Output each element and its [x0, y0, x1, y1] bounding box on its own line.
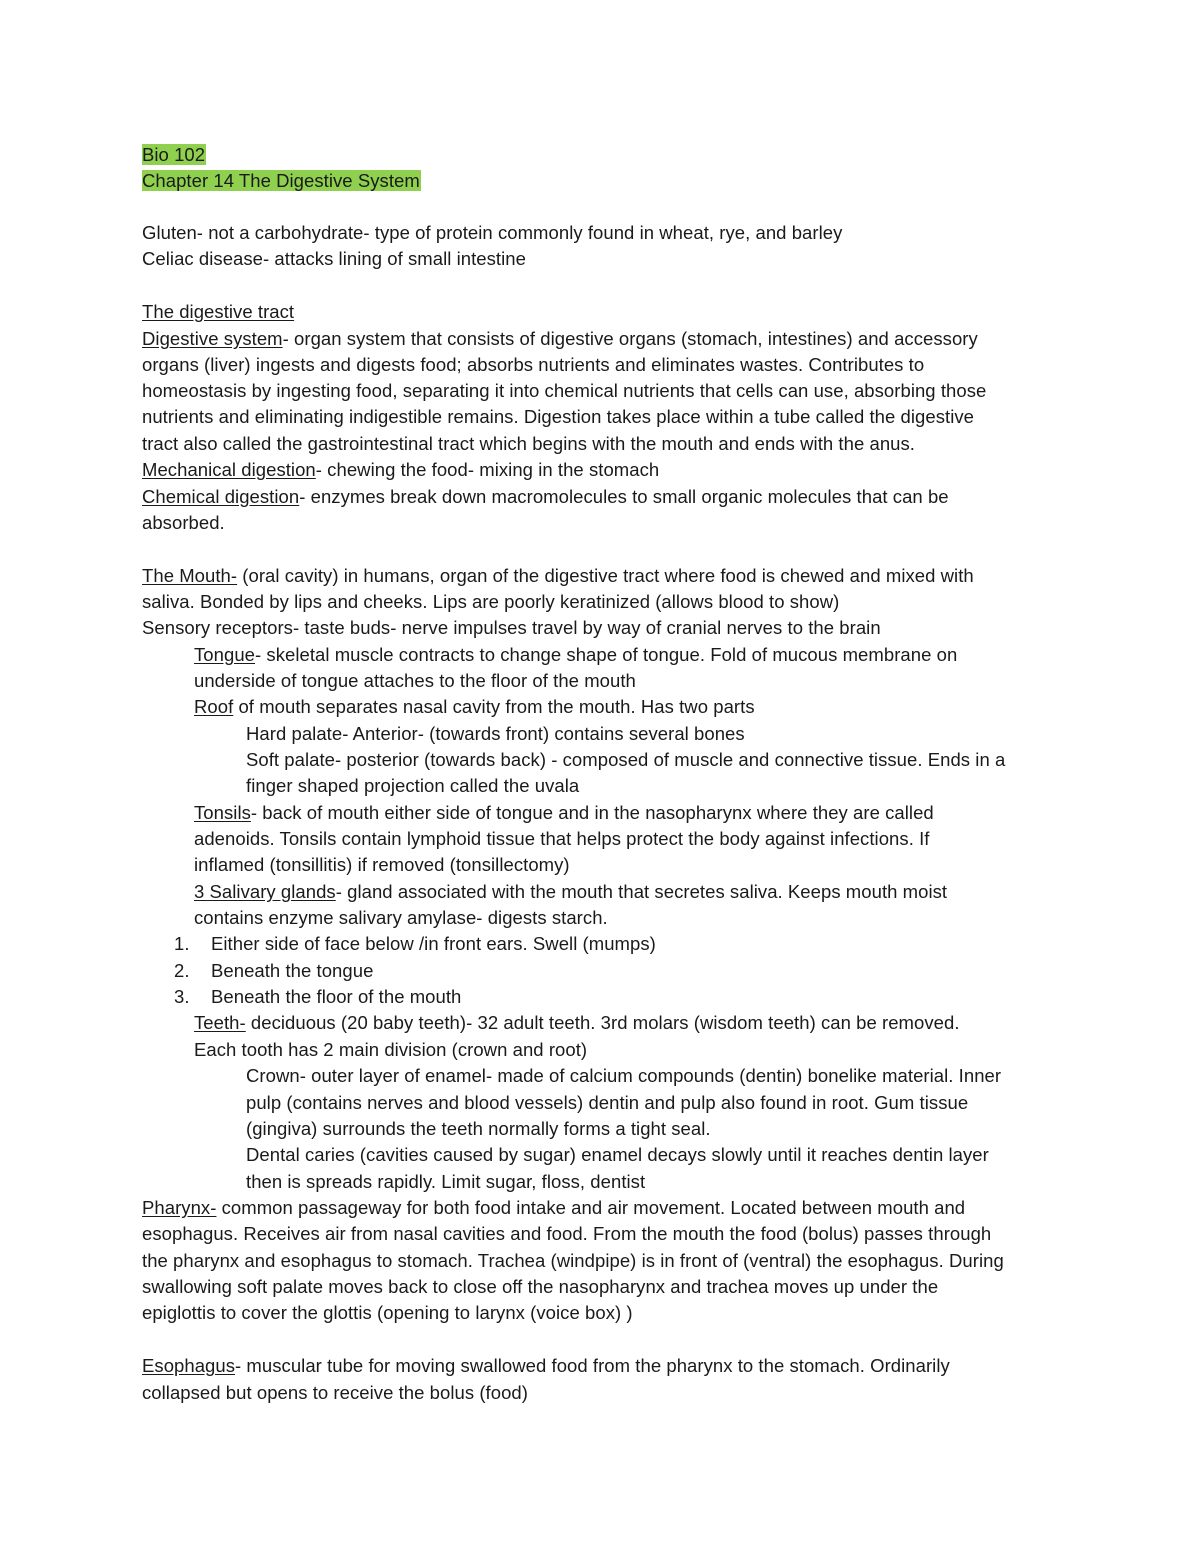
line-text: Crown- outer layer of enamel- made of calcium compounds (dentin) bonelike material. Inner [246, 1065, 1002, 1086]
line-text: collapsed but opens to receive the bolus (food) [142, 1382, 528, 1403]
text-line [246, 1116, 711, 1142]
list-number: 1. [174, 933, 190, 954]
course-title: Bio 102 [142, 144, 206, 165]
line-text: organs (liver) ingests and digests food; absorbs nutrients and eliminates wastes. Contributes to [142, 354, 925, 375]
text-line [142, 1300, 633, 1326]
line-text: nutrients and eliminating indigestible remains. Digestion takes place within a tube called the digestive [142, 406, 975, 427]
term-heading: Pharynx- [142, 1197, 217, 1218]
text-line [194, 800, 934, 826]
line-text: finger shaped projection called the uvala [246, 775, 580, 796]
term-heading: 3 Salivary glands [194, 881, 336, 902]
text-line [142, 1221, 991, 1247]
line-text: then is spreads rapidly. Limit sugar, floss, dentist [246, 1171, 646, 1192]
text-line [142, 1248, 1004, 1274]
line-text: contains enzyme salivary amylase- digests starch. [194, 907, 608, 928]
text-line [142, 378, 986, 404]
text-line [142, 299, 294, 325]
text-line [142, 615, 881, 641]
text-line [194, 826, 929, 852]
term-heading: The Mouth- [142, 565, 238, 586]
line-text: (gingiva) surrounds the teeth normally forms a tight seal. [246, 1118, 711, 1139]
text-line [194, 879, 947, 905]
line-text: Each tooth has 2 main division (crown and root) [194, 1039, 588, 1060]
line-text: saliva. Bonded by lips and cheeks. Lips are poorly keratinized (allows blood to show) [142, 591, 840, 612]
term-heading: Mechanical digestion [142, 459, 316, 480]
text-line [142, 457, 659, 483]
line-text: - back of mouth either side of tongue and in the nasopharynx where they are called [250, 802, 934, 823]
term-heading: Teeth- [194, 1012, 246, 1033]
text-line [142, 220, 842, 246]
text-line [194, 1010, 960, 1036]
text-line [246, 1090, 968, 1116]
text-line [246, 721, 745, 747]
line-text: absorbed. [142, 512, 225, 533]
text-line [142, 404, 974, 430]
line-text: - organ system that consists of digestive organs (stomach, intestines) and accessory [282, 328, 978, 349]
text-line [142, 563, 974, 589]
list-item-text: Beneath the tongue [211, 960, 374, 981]
term-heading: Tongue [194, 644, 255, 665]
line-text: Celiac disease- attacks lining of small intestine [142, 248, 526, 269]
line-text: homeostasis by ingesting food, separating it into chemical nutrients that cells can use, absorbing those [142, 380, 987, 401]
text-line [142, 1195, 965, 1221]
text-line [142, 589, 839, 615]
term-heading: Roof [194, 696, 234, 717]
line-text: common passageway for both food intake and air movement. Located between mouth and [216, 1197, 966, 1218]
chapter-title: Chapter 14 The Digestive System [142, 170, 420, 191]
line-text: Dental caries (cavities caused by sugar) enamel decays slowly until it reaches dentin layer [246, 1144, 989, 1165]
line-text: - gland associated with the mouth that secretes saliva. Keeps mouth moist [335, 881, 948, 902]
line-text: Sensory receptors- taste buds- nerve impulses travel by way of cranial nerves to the brain [142, 617, 881, 638]
line-text: adenoids. Tonsils contain lymphoid tissue that helps protect the body against infections. If [194, 828, 930, 849]
list-item-text: Beneath the floor of the mouth [211, 986, 462, 1007]
term-heading: Digestive system [142, 328, 283, 349]
list-item [174, 958, 373, 984]
text-line [246, 747, 1005, 773]
line-text: pulp (contains nerves and blood vessels) dentin and pulp also found in root. Gum tissue [246, 1092, 969, 1113]
text-line [142, 1353, 950, 1379]
list-number: 3. [174, 986, 190, 1007]
line-text: - muscular tube for moving swallowed food from the pharynx to the stomach. Ordinarily [235, 1355, 950, 1376]
text-line [142, 246, 526, 272]
text-line [142, 1274, 938, 1300]
line-text: underside of tongue attaches to the floor of the mouth [194, 670, 636, 691]
line-text: of mouth separates nasal cavity from the mouth. Has two parts [233, 696, 755, 717]
line-text: - skeletal muscle contracts to change shape of tongue. Fold of mucous membrane on [255, 644, 958, 665]
line-text: inflamed (tonsillitis) if removed (tonsillectomy) [194, 854, 570, 875]
text-line [194, 642, 957, 668]
text-line [246, 1063, 1001, 1089]
term-heading: Esophagus [142, 1355, 236, 1376]
list-item-text: Either side of face below /in front ears. Swell (mumps) [211, 933, 656, 954]
text-line [194, 852, 570, 878]
text-line [142, 352, 924, 378]
text-line [142, 1380, 528, 1406]
text-line [142, 484, 949, 510]
text-line [246, 773, 579, 799]
line-text: tract also called the gastrointestinal tract which begins with the mouth and ends with the anus. [142, 433, 915, 454]
text-line [142, 326, 978, 352]
list-number: 2. [174, 960, 190, 981]
term-heading: The digestive tract [142, 301, 295, 322]
text-line [246, 1142, 989, 1168]
text-line [194, 694, 755, 720]
line-text: Soft palate- posterior (towards back) - composed of muscle and connective tissue. Ends in a [246, 749, 1006, 770]
text-line [246, 1169, 645, 1195]
line-text: Hard palate- Anterior- (towards front) contains several bones [246, 723, 745, 744]
line-text: deciduous (20 baby teeth)- 32 adult teeth. 3rd molars (wisdom teeth) can be removed. [245, 1012, 960, 1033]
line-text: - enzymes break down macromolecules to small organic molecules that can be [299, 486, 949, 507]
line-text: (oral cavity) in humans, organ of the digestive tract where food is chewed and mixed with [237, 565, 974, 586]
line-text: the pharynx and esophagus to stomach. Trachea (windpipe) is in front of (ventral) the esophagus. During [142, 1250, 1004, 1271]
line-text: esophagus. Receives air from nasal cavities and food. From the mouth the food (bolus) passes through [142, 1223, 992, 1244]
term-heading: Chemical digestion [142, 486, 300, 507]
text-line [142, 510, 225, 536]
line-text: Gluten- not a carbohydrate- type of protein commonly found in wheat, rye, and barley [142, 222, 843, 243]
term-heading: Tonsils [194, 802, 251, 823]
list-item [174, 984, 461, 1010]
line-text: swallowing soft palate moves back to close off the nasopharynx and trachea moves up under the [142, 1276, 939, 1297]
text-line [142, 431, 915, 457]
text-line [194, 668, 636, 694]
line-text: epiglottis to cover the glottis (opening to larynx (voice box) ) [142, 1302, 633, 1323]
text-line [194, 905, 608, 931]
list-item [174, 931, 656, 957]
text-line [194, 1037, 587, 1063]
line-text: - chewing the food- mixing in the stomach [315, 459, 660, 480]
